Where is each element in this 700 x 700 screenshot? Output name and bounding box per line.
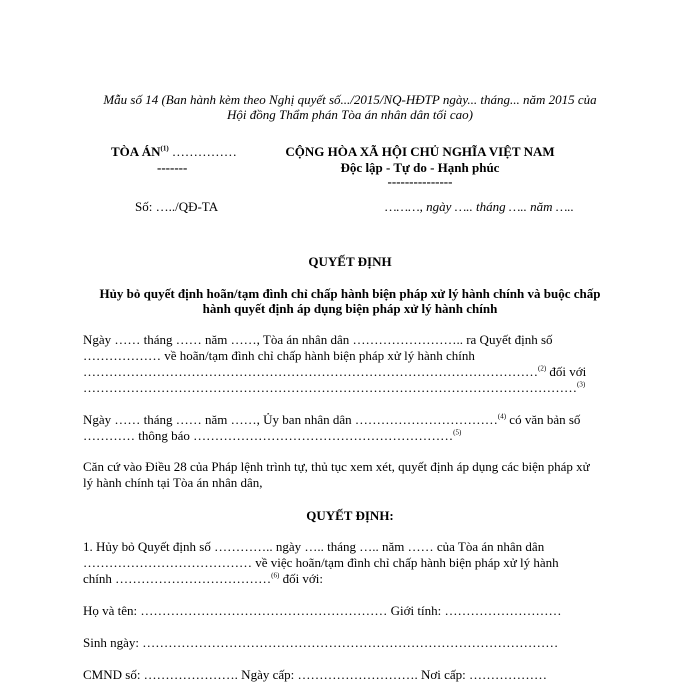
decision-number: Số: …../QĐ-TA <box>135 199 219 214</box>
court-footnote-1: (1) <box>160 144 169 153</box>
footnote-4: (4) <box>497 412 507 421</box>
court-label: TÒA ÁN <box>111 144 161 159</box>
para1-line-3-dots: …………………………………………………………………………………………… <box>83 364 538 379</box>
para1-line-4 <box>83 380 585 396</box>
left-divider: ------- <box>157 160 188 175</box>
para3-line-2: lý hành chính tại Tòa án nhân dân, <box>83 475 263 490</box>
subtitle-line-1: Hủy bỏ quyết định hoãn/tạm đình chỉ chấp hành biện pháp xử lý hành chính và buộc chấp <box>99 286 601 301</box>
para2-line-1-head: Ngày …… tháng …… năm ……, Ủy ban nhân dân …………………………… <box>83 412 498 427</box>
footnote-6: (6) <box>271 571 280 580</box>
footnote-2: (2) <box>538 364 547 373</box>
form-number-line-2: Hội đồng Thẩm phán Tòa án nhân dân tối cao) <box>227 107 473 122</box>
decision-heading: QUYẾT ĐỊNH: <box>306 508 394 523</box>
item1-line-1: 1. Hủy bỏ Quyết định số ………….. ngày ….. tháng ….. năm …… của Tòa án nhân dân <box>83 539 545 554</box>
item1-line-3-head: chính ……………………………… <box>83 571 272 586</box>
national-motto: Độc lập - Tự do - Hạnh phúc <box>340 160 500 175</box>
para2-line-1-tail: có văn bản số <box>506 412 581 427</box>
para1-line-3 <box>83 364 586 380</box>
para1-line-2: ……………… về hoãn/tạm đình chỉ chấp hành biện pháp xử lý hành chính <box>83 348 475 363</box>
field-birth-date: Sinh ngày: …………………………………………………………………………………… <box>83 635 559 650</box>
item1-line-3-tail: đối với: <box>279 571 324 586</box>
date-line: ………, ngày ….. tháng ….. năm ….. <box>385 199 574 214</box>
para1-line-1: Ngày …… tháng …… năm ……, Tòa án nhân dân …………………….. ra Quyết định số <box>83 332 553 347</box>
para3-line-1: Căn cứ vào Điều 28 của Pháp lệnh trình tự, thủ tục xem xét, quyết định áp dụng các biện pháp xử <box>83 459 590 474</box>
field-id-card: CMND số: …………………. Ngày cấp: ………………………. Nơi cấp: ……………… <box>83 667 548 682</box>
para1-line-3-tail: đối với <box>546 364 587 379</box>
footnote-3: (3) <box>577 380 586 389</box>
field-full-name: Họ và tên: ………………………………………………… Giới tính: ……………………… <box>83 603 562 618</box>
document-title: QUYẾT ĐỊNH <box>308 254 392 269</box>
court-dots: …………… <box>171 144 237 159</box>
item1-line-2: ………………………………… về việc hoãn/tạm đình chỉ chấp hành biện pháp xử lý hành <box>83 555 559 570</box>
para2-line-2 <box>83 428 461 444</box>
form-number-line-1: Mẫu số 14 (Ban hành kèm theo Nghị quyết số.../2015/NQ-HĐTP ngày... tháng... năm 2015 của <box>103 92 597 107</box>
para2-line-1 <box>83 412 580 428</box>
footnote-5: (5) <box>453 428 462 437</box>
para1-line-4-dots: …………………………………………………………………………………………………… <box>83 380 577 395</box>
para2-line-2-head: ………… thông báo …………………………………………………… <box>83 428 454 443</box>
nation-name: CỘNG HÒA XÃ HỘI CHỦ NGHĨA VIỆT NAM <box>285 144 555 159</box>
subtitle-line-2: hành quyết định áp dụng biện pháp xử lý hành chính <box>202 301 498 316</box>
court-name <box>111 144 237 160</box>
item1-line-3 <box>83 571 323 587</box>
right-divider: --------------- <box>387 174 453 189</box>
